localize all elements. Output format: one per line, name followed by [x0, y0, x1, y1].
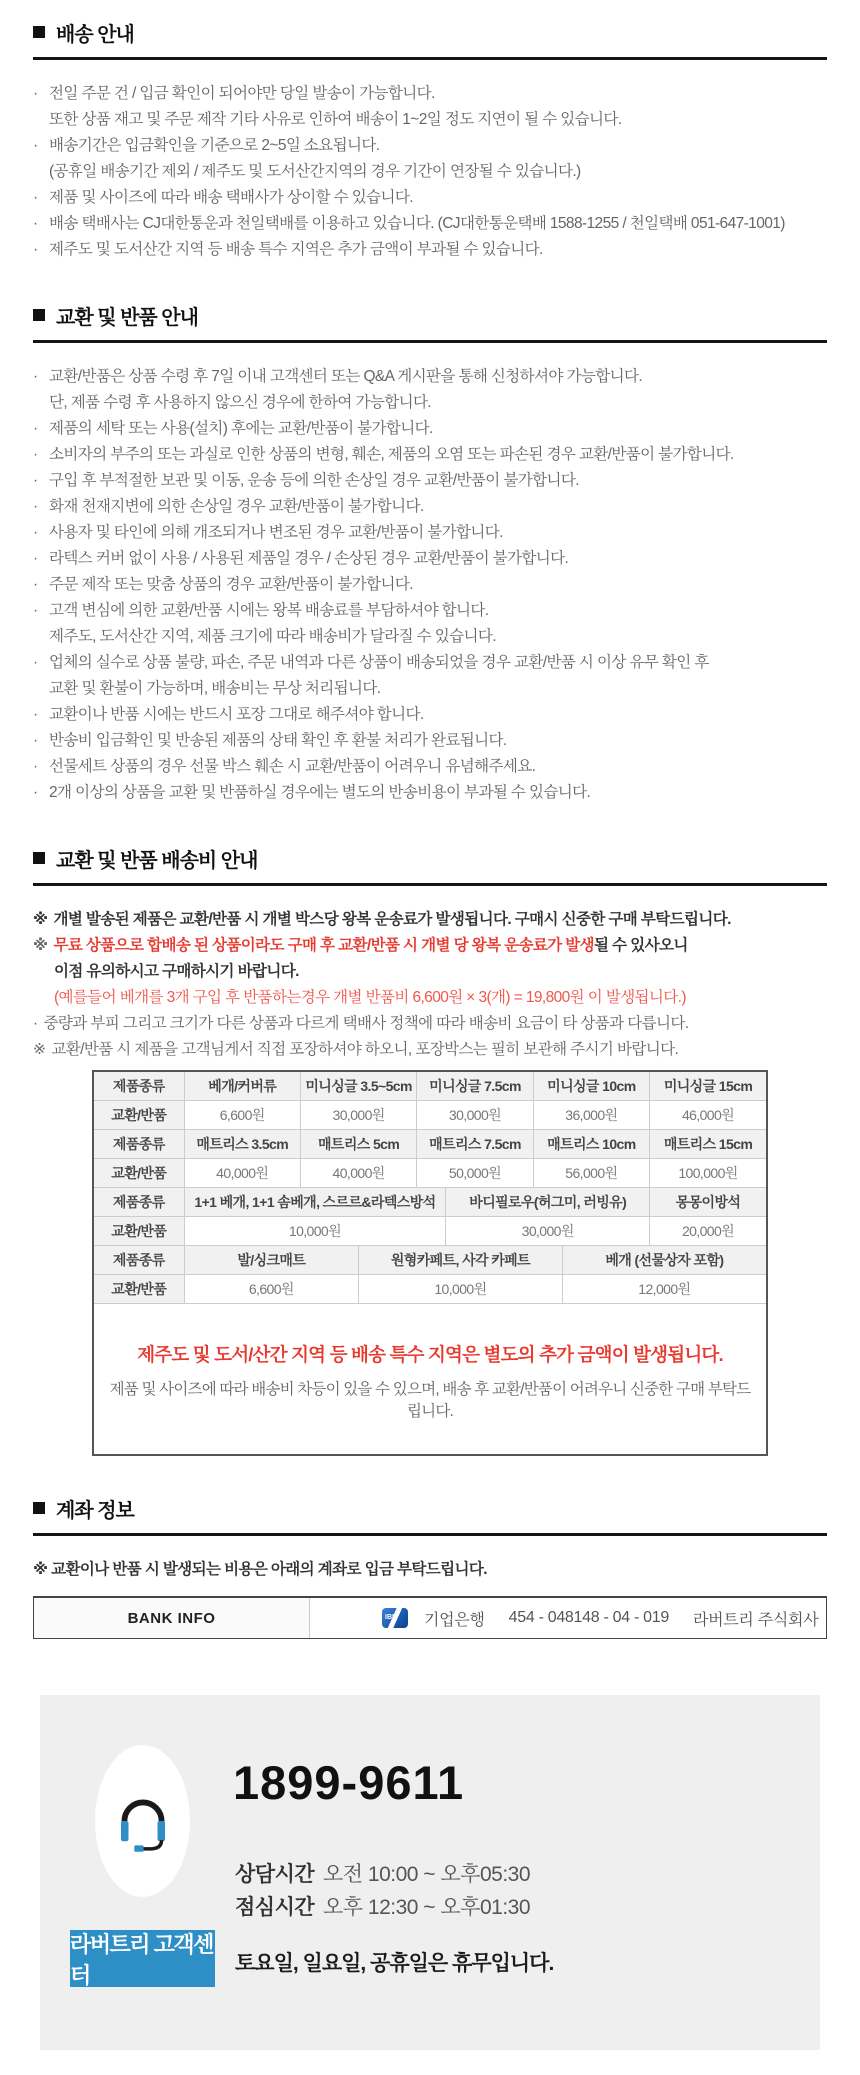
bullet-dot-icon: ·	[33, 524, 38, 541]
bullet-text: 구입 후 부적절한 보관 및 이동, 운송 등에 의한 손상일 경우 교환/반품이 불가합니다.	[49, 472, 579, 489]
section-return-fee	[33, 846, 827, 1456]
bullet-line	[33, 416, 827, 442]
bullet-text: 배송 택배사는 CJ대한통운과 천일택배를 이용하고 있습니다. (CJ대한통운택배 1588-1255 / 천일택배 051-647-1001)	[49, 215, 785, 232]
table-cell: 발/싱크매트	[184, 1246, 359, 1275]
bullet-text: 반송비 입금확인 및 반송된 제품의 상태 확인 후 환불 처리가 완료됩니다.	[49, 732, 507, 749]
table-cell: 미니싱글 15cm	[650, 1072, 766, 1101]
table-cell: 매트리스 7.5cm	[417, 1130, 533, 1159]
account-number: 454 - 048148 - 04 - 019	[508, 1609, 669, 1626]
bullet-dot-icon: ·	[33, 446, 38, 463]
bullet-line	[33, 237, 827, 263]
bullet-dot-icon: ·	[33, 550, 38, 567]
bullet-dot-icon: ·	[33, 215, 38, 232]
bullet-text: 또한 상품 재고 및 주문 제작 기타 사유로 인하여 배송이 1~2일 정도 지연이 될 수 있습니다.	[49, 111, 622, 128]
table-cell: 20,000원	[650, 1217, 766, 1246]
table-cell: 40,000원	[184, 1159, 300, 1188]
table-cell: 46,000원	[650, 1101, 766, 1130]
table-cell: 매트리스 3.5cm	[184, 1130, 300, 1159]
account-note: ※ 교환이나 반품 시 발생되는 비용은 아래의 계좌로 입금 부탁드립니다.	[33, 1561, 487, 1578]
bullet-dot-icon: ·	[33, 472, 38, 489]
bullet-dot-icon: ·	[33, 368, 38, 385]
cs-hours-value: 오전 10:00 ~ 오후05:30	[323, 1863, 531, 1886]
fee-note	[33, 1011, 827, 1037]
account-holder: 라버트리 주식회사	[692, 1611, 819, 1629]
row-label-cell: 교환/반품	[94, 1217, 184, 1246]
bullet-dot-icon: ·	[33, 420, 38, 437]
bank-name: 기업은행	[424, 1611, 485, 1629]
table-row	[94, 1159, 766, 1188]
table-cell: 50,000원	[417, 1159, 533, 1188]
bullet-dot-icon: ·	[33, 137, 38, 154]
fee-note	[33, 985, 827, 1011]
shipping-title	[33, 20, 827, 44]
bullet-line	[33, 159, 827, 185]
cs-lunch-label: 점심시간	[235, 1896, 315, 1919]
bullet-line	[33, 390, 827, 416]
row-label-cell: 교환/반품	[94, 1101, 184, 1130]
table-cell: 10,000원	[184, 1217, 446, 1246]
table-row	[94, 1188, 766, 1217]
bullet-dot-icon: ·	[33, 732, 38, 749]
bullet-text: 소비자의 부주의 또는 과실로 인한 상품의 변형, 훼손, 제품의 오염 또는 파손된 경우 교환/반품이 불가합니다.	[49, 446, 734, 463]
table-cell: 6,600원	[184, 1275, 359, 1304]
bullet-text: 고객 변심에 의한 교환/반품 시에는 왕복 배송료를 부담하셔야 합니다.	[49, 602, 489, 619]
note-text: 이점 유의하시고 구매하시기 바랍니다.	[54, 963, 299, 980]
bullet-text: 교환/반품은 상품 수령 후 7일 이내 고객센터 또는 Q&A 게시판을 통해 신청하셔야 가능합니다.	[49, 368, 643, 385]
section-divider	[33, 883, 827, 886]
account-title	[33, 1496, 827, 1520]
bullet-dot-icon: ·	[33, 654, 38, 671]
bullet-line	[33, 572, 827, 598]
bullet-text: 2개 이상의 상품을 교환 및 반품하실 경우에는 별도의 반송비용이 부과될 수 있습니다.	[49, 784, 591, 801]
return-fee-title	[33, 846, 827, 870]
bullet-text: (공휴일 배송기간 제외 / 제주도 및 도서산간지역의 경우 기간이 연장될 수 있습니다.)	[49, 163, 581, 180]
table-cell: 매트리스 10cm	[533, 1130, 649, 1159]
bullet-dot-icon: ·	[33, 189, 38, 206]
section-returns	[33, 303, 827, 806]
cs-center-badge: 라버트리 고객센터	[70, 1930, 215, 1987]
table-row	[94, 1072, 766, 1101]
table-cell: 40,000원	[300, 1159, 416, 1188]
bank-account-detail	[310, 1598, 826, 1638]
bullet-dot-icon: ·	[33, 602, 38, 619]
table-cell: 30,000원	[417, 1101, 533, 1130]
bullet-text: 사용자 및 타인에 의해 개조되거나 변조된 경우 교환/반품이 불가합니다.	[49, 524, 503, 541]
bullet-line	[33, 107, 827, 133]
bullet-line	[33, 185, 827, 211]
bullet-line	[33, 780, 827, 806]
row-label-cell: 제품종류	[94, 1188, 184, 1217]
bullet-text: 제주도, 도서산간 지역, 제품 크기에 따라 배송비가 달라질 수 있습니다.	[49, 628, 496, 645]
fee-note	[33, 959, 827, 985]
shipping-title-text: 배송 안내	[56, 23, 134, 46]
cs-lunch-row	[235, 1891, 530, 1921]
bullet-line	[33, 676, 827, 702]
bullet-dot-icon: ·	[33, 498, 38, 515]
bank-info-box	[33, 1596, 827, 1639]
bullet-dot-icon: ·	[33, 576, 38, 593]
table-cell: 몽몽이방석	[650, 1188, 766, 1217]
return-fee-table-box	[92, 1070, 768, 1456]
bank-info-label: BANK INFO	[34, 1598, 310, 1638]
fee-note	[33, 907, 827, 933]
customer-center-box	[40, 1695, 820, 2050]
section-divider	[33, 1533, 827, 1536]
table-row	[94, 1246, 766, 1275]
note-text: 중량과 부피 그리고 크기가 다른 상품과 다르게 택배사 정책에 따라 배송비 요금이 타 상품과 다릅니다.	[43, 1015, 689, 1032]
note-text-tail: 될 수 있사오니	[594, 937, 688, 954]
table-row	[94, 1217, 766, 1246]
row-label-cell: 교환/반품	[94, 1275, 184, 1304]
cs-phone-number: 1899-9611	[233, 1756, 465, 1809]
table-cell: 30,000원	[300, 1101, 416, 1130]
table-cell: 6,600원	[184, 1101, 300, 1130]
bullet-text: 주문 제작 또는 맞춤 상품의 경우 교환/반품이 불가합니다.	[49, 576, 413, 593]
account-title-text: 계좌 정보	[56, 1499, 134, 1522]
bullet-line	[33, 520, 827, 546]
bullet-dot-icon: ·	[33, 758, 38, 775]
shipping-bullet-list	[33, 81, 827, 263]
table-cell: 원형카페트, 사각 카페트	[359, 1246, 563, 1275]
table-cell: 미니싱글 7.5cm	[417, 1072, 533, 1101]
table-cell: 미니싱글 10cm	[533, 1072, 649, 1101]
bullet-text: 제품의 세탁 또는 사용(설치) 후에는 교환/반품이 불가합니다.	[49, 420, 433, 437]
bullet-dot-icon: ·	[33, 706, 38, 723]
table-cell: 베개 (선물상자 포함)	[562, 1246, 766, 1275]
bullet-line	[33, 598, 827, 624]
row-label-cell: 제품종류	[94, 1072, 184, 1101]
headset-circle	[95, 1745, 190, 1897]
square-bullet-icon	[33, 309, 45, 321]
section-divider	[33, 340, 827, 343]
note-prefix: ※	[33, 937, 48, 954]
row-label-cell: 제품종류	[94, 1246, 184, 1275]
return-fee-table	[94, 1072, 766, 1304]
bullet-dot-icon: ·	[33, 85, 38, 102]
table-cell: 12,000원	[562, 1275, 766, 1304]
bullet-line	[33, 650, 827, 676]
bullet-dot-icon: ·	[33, 241, 38, 258]
bullet-line	[33, 494, 827, 520]
fee-note	[33, 1037, 827, 1063]
note-text: 개별 발송된 제품은 교환/반품 시 개별 박스당 왕복 운송료가 발생됩니다. 구매시 신중한 구매 부탁드립니다.	[53, 911, 731, 928]
note-prefix: ·	[33, 1015, 38, 1032]
table-cell: 베개/커버류	[184, 1072, 300, 1101]
table-cell: 36,000원	[533, 1101, 649, 1130]
returns-title-text: 교환 및 반품 안내	[56, 306, 198, 329]
section-shipping	[33, 20, 827, 263]
section-divider	[33, 57, 827, 60]
bullet-text: 라텍스 커버 없이 사용 / 사용된 제품일 경우 / 손상된 경우 교환/반품이 불가합니다.	[49, 550, 569, 567]
return-fee-title-text: 교환 및 반품 배송비 안내	[56, 849, 258, 872]
square-bullet-icon	[33, 1502, 45, 1514]
square-bullet-icon	[33, 852, 45, 864]
bullet-text: 업체의 실수로 상품 불량, 파손, 주문 내역과 다른 상품이 배송되었을 경우 교환/반품 시 이상 유무 확인 후	[49, 654, 709, 671]
bullet-line	[33, 728, 827, 754]
bullet-text: 선물세트 상품의 경우 선물 박스 훼손 시 교환/반품이 어려우니 유념해주세요.	[49, 758, 536, 775]
bullet-dot-icon: ·	[33, 784, 38, 801]
bullet-text: 교환 및 환불이 가능하며, 배송비는 무상 처리됩니다.	[49, 680, 381, 697]
table-cell: 10,000원	[359, 1275, 563, 1304]
bullet-line	[33, 754, 827, 780]
note-prefix: ※	[33, 911, 48, 928]
bullet-text: 제품 및 사이즈에 따라 배송 택배사가 상이할 수 있습니다.	[49, 189, 413, 206]
bullet-text: 전일 주문 건 / 입금 확인이 되어야만 당일 발송이 가능합니다.	[49, 85, 435, 102]
returns-bullet-list	[33, 364, 827, 806]
table-cell: 100,000원	[650, 1159, 766, 1188]
bullet-line	[33, 702, 827, 728]
bullet-text: 배송기간은 입금확인을 기준으로 2~5일 소요됩니다.	[49, 137, 380, 154]
bullet-line	[33, 364, 827, 390]
table-cell: 1+1 베개, 1+1 솜베개, 스르르&라텍스방석	[184, 1188, 446, 1217]
cs-hours-label: 상담시간	[235, 1863, 315, 1886]
ibk-bank-logo-icon	[382, 1608, 408, 1628]
table-row	[94, 1101, 766, 1130]
cs-closed-notice: 토요일, 일요일, 공휴일은 휴무입니다.	[235, 1952, 554, 1975]
bullet-line	[33, 211, 827, 237]
table-cell: 30,000원	[446, 1217, 650, 1246]
cs-lunch-value: 오후 12:30 ~ 오후01:30	[323, 1896, 531, 1919]
fee-warning-red: 제주도 및 도서/산간 지역 등 배송 특수 지역은 별도의 추가 금액이 발생됩니다.	[137, 1344, 723, 1365]
table-cell: 56,000원	[533, 1159, 649, 1188]
table-cell: 매트리스 5cm	[300, 1130, 416, 1159]
fee-note-list	[33, 907, 827, 1063]
bullet-text: 화재 천재지변에 의한 손상일 경우 교환/반품이 불가합니다.	[49, 498, 424, 515]
row-label-cell: 제품종류	[94, 1130, 184, 1159]
bullet-line	[33, 546, 827, 572]
bullet-line	[33, 133, 827, 159]
note-text: (예를들어 베개를 3개 구입 후 반품하는경우 개별 반품비 6,600원 × 3(개) = 19,800원 이 발생됩니다.)	[54, 989, 686, 1006]
bullet-text: 단, 제품 수령 후 사용하지 않으신 경우에 한하여 가능합니다.	[49, 394, 432, 411]
cs-hours-row	[235, 1858, 530, 1888]
table-row	[94, 1130, 766, 1159]
fee-warning-gray: 제품 및 사이즈에 따라 배송비 차등이 있을 수 있으며, 배송 후 교환/반품이 어려우니 신중한 구매 부탁드립니다.	[109, 1381, 751, 1420]
table-cell: 미니싱글 3.5~5cm	[300, 1072, 416, 1101]
note-prefix: ※	[33, 1041, 46, 1058]
bullet-text: 교환이나 반품 시에는 반드시 포장 그대로 해주셔야 합니다.	[49, 706, 424, 723]
table-row	[94, 1275, 766, 1304]
bullet-line	[33, 468, 827, 494]
bullet-line	[33, 442, 827, 468]
table-cell: 바디필로우(허그미, 러빙유)	[446, 1188, 650, 1217]
note-text: 교환/반품 시 제품을 고객님게서 직접 포장하셔야 하오니, 포장박스는 필히 보관해 주시기 바랍니다.	[51, 1041, 679, 1058]
bullet-line	[33, 81, 827, 107]
fee-warning-area	[94, 1304, 766, 1454]
headset-icon	[114, 1788, 172, 1854]
note-text: 무료 상품으로 합배송 된 상품이라도 구매 후 교환/반품 시 개별 당 왕복 운송료가 발생	[53, 937, 595, 954]
row-label-cell: 교환/반품	[94, 1159, 184, 1188]
fee-note	[33, 933, 827, 959]
table-cell: 매트리스 15cm	[650, 1130, 766, 1159]
bullet-line	[33, 624, 827, 650]
section-account	[33, 1496, 827, 1639]
bullet-text: 제주도 및 도서산간 지역 등 배송 특수 지역은 추가 금액이 부과될 수 있습니다.	[49, 241, 543, 258]
returns-title	[33, 303, 827, 327]
square-bullet-icon	[33, 26, 45, 38]
